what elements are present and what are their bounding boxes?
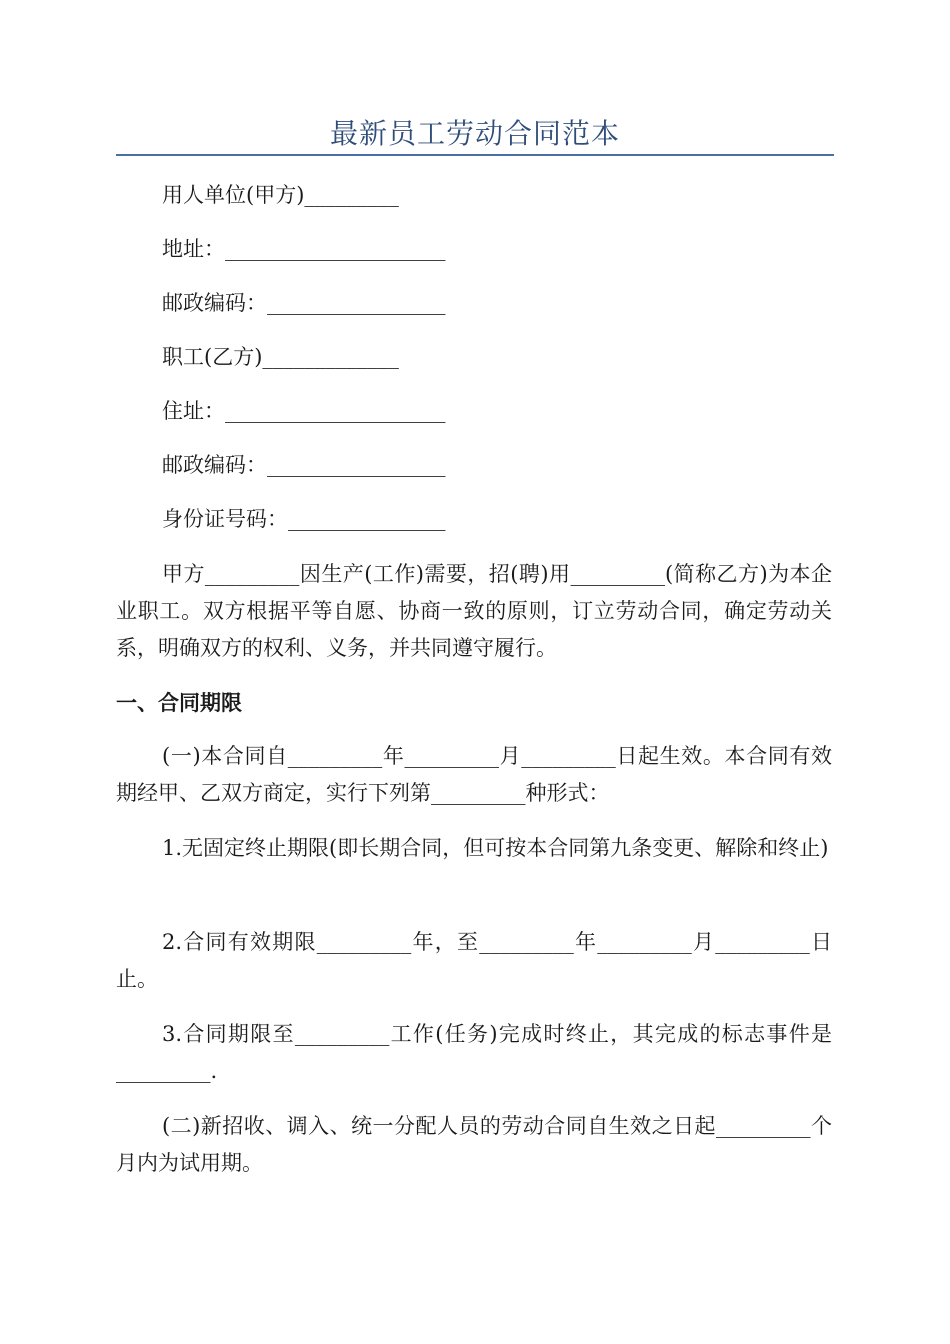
section-heading-contract-term: 一、合同期限: [116, 691, 242, 715]
clause-term-type-3: 3.合同期限至_________工作(任务)完成时终止，其完成的标志事件是_________.: [116, 1022, 832, 1083]
field-employee-address: 住址：_____________________: [162, 399, 446, 423]
clause-probation: (二)新招收、调入、统一分配人员的劳动合同自生效之日起_________个月内为试用期。: [116, 1114, 832, 1175]
document-title: 最新员工劳动合同范本: [329, 117, 620, 150]
field-employee: 职工(乙方)_____________: [162, 345, 399, 369]
clause-term-type-2: 2.合同有效期限_________年，至_________年_________月_________日止。: [116, 930, 832, 991]
field-id-number: 身份证号码：_______________: [162, 507, 446, 531]
field-employer-postcode: 邮政编码：_________________: [162, 291, 446, 315]
intro-paragraph: 甲方_________因生产(工作)需要，招(聘)用_________(简称乙方)为本企业职工。双方根据平等自愿、协商一致的原则，订立劳动合同，确定劳动关系，明确双方的权利、义务，并共同遵守履行。: [116, 562, 832, 660]
field-employee-postcode: 邮政编码：_________________: [162, 453, 446, 477]
title-underline: [116, 154, 834, 156]
clause-term-type-1: 1.无固定终止期限(即长期合同，但可按本合同第九条变更、解除和终止): [162, 836, 829, 860]
field-employer: 用人单位(甲方)_________: [162, 183, 399, 207]
clause-effective-date: (一)本合同自_________年_________月_________日起生效。本合同有效期经甲、乙双方商定，实行下列第_________种形式：: [116, 744, 832, 805]
field-employer-address: 地址：_____________________: [162, 237, 446, 261]
